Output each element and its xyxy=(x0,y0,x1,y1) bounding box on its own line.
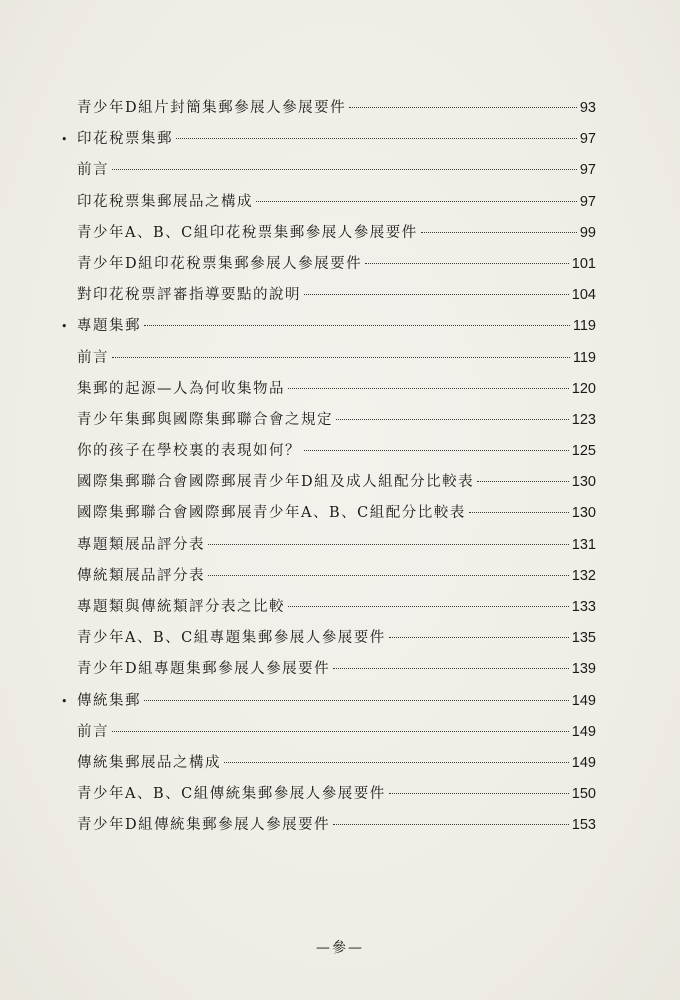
dot-leader xyxy=(256,201,577,202)
toc-entry-title: 傳統集郵展品之構成 xyxy=(77,754,221,771)
toc-entry-page-number: 120 xyxy=(571,380,596,397)
toc-entry-title: 傳統集郵 xyxy=(77,692,141,709)
toc-entry-title: 集郵的起源—人為何收集物品 xyxy=(77,380,285,397)
bullet-icon: • xyxy=(61,694,68,708)
toc-entry-title: 印花稅票集郵 xyxy=(77,131,173,148)
toc-entry-page-number: 149 xyxy=(571,723,596,740)
table-of-contents xyxy=(0,93,680,842)
toc-entry xyxy=(0,280,680,311)
dot-leader xyxy=(208,544,569,545)
dot-leader xyxy=(349,107,577,108)
toc-entry-title: 青少年D組片封簡集郵參展人參展要件 xyxy=(77,100,347,116)
toc-entry xyxy=(0,93,680,124)
dot-leader xyxy=(144,700,569,701)
dot-leader xyxy=(333,668,569,669)
dot-leader xyxy=(144,325,570,326)
toc-entry-title: 青少年D組專題集郵參展人參展要件 xyxy=(77,661,331,678)
toc-entry xyxy=(0,530,680,561)
toc-entry-page-number: 130 xyxy=(571,474,596,491)
toc-entry-page-number: 132 xyxy=(571,567,596,584)
dot-leader xyxy=(112,357,570,358)
toc-entry-title: 專題類與傳統類評分表之比較 xyxy=(77,599,285,615)
dot-leader xyxy=(469,512,569,513)
dot-leader xyxy=(477,481,569,482)
dot-leader xyxy=(304,294,569,295)
toc-entry xyxy=(0,187,680,218)
toc-entry-title: 青少年A、B、C組印花稅票集郵參展人參展要件 xyxy=(77,224,418,241)
dot-leader xyxy=(288,388,569,389)
toc-entry-page-number: 97 xyxy=(579,131,596,148)
toc-entry xyxy=(0,623,680,654)
toc-entry xyxy=(0,748,680,779)
toc-entry-title: 印花稅票集郵展品之構成 xyxy=(77,193,253,210)
toc-entry-title: 青少年A、B、C組傳統集郵參展人參展要件 xyxy=(77,786,386,803)
toc-entry xyxy=(0,779,680,810)
dot-leader xyxy=(389,637,569,638)
toc-section-entry xyxy=(0,686,680,717)
toc-entry xyxy=(0,218,680,249)
toc-entry-title: 前言 xyxy=(77,349,109,366)
bullet-icon: • xyxy=(61,320,68,334)
toc-entry xyxy=(0,717,680,748)
toc-entry xyxy=(0,498,680,529)
dot-leader xyxy=(336,419,569,420)
dot-leader xyxy=(112,169,577,170)
toc-entry-title: 前言 xyxy=(77,723,109,740)
toc-entry xyxy=(0,467,680,498)
toc-entry-title: 國際集郵聯合會國際郵展青少年A、B、C組配分比較表 xyxy=(77,505,466,522)
toc-entry-page-number: 149 xyxy=(571,754,596,771)
toc-entry-page-number: 99 xyxy=(579,224,596,241)
dot-leader xyxy=(224,762,569,763)
toc-entry xyxy=(0,249,680,280)
toc-entry xyxy=(0,654,680,685)
dot-leader xyxy=(333,824,569,825)
toc-entry-title: 專題集郵 xyxy=(77,318,141,335)
toc-entry-page-number: 97 xyxy=(579,162,596,179)
toc-entry xyxy=(0,561,680,592)
toc-entry-page-number: 93 xyxy=(579,100,596,116)
toc-entry-title: 青少年D組傳統集郵參展人參展要件 xyxy=(77,817,331,834)
bullet-icon: • xyxy=(61,133,68,147)
dot-leader xyxy=(176,138,577,139)
toc-entry-page-number: 101 xyxy=(571,255,596,272)
dot-leader xyxy=(208,575,569,576)
dot-leader xyxy=(421,232,577,233)
toc-entry-title: 青少年D組印花稅票集郵參展人參展要件 xyxy=(77,255,363,272)
toc-entry xyxy=(0,436,680,467)
toc-entry-page-number: 149 xyxy=(571,692,596,709)
toc-entry-page-number: 135 xyxy=(571,630,596,647)
toc-entry-title: 對印花稅票評審指導要點的說明 xyxy=(77,287,301,304)
toc-entry xyxy=(0,155,680,186)
toc-entry-page-number: 97 xyxy=(579,193,596,210)
toc-entry-title: 青少年集郵與國際集郵聯合會之規定 xyxy=(77,411,333,428)
toc-entry xyxy=(0,592,680,623)
toc-entry xyxy=(0,374,680,405)
toc-entry-page-number: 119 xyxy=(572,318,596,335)
dot-leader xyxy=(304,450,569,451)
toc-entry-title: 你的孩子在學校裏的表現如何？ xyxy=(77,443,301,460)
toc-entry-title: 傳統類展品評分表 xyxy=(77,567,205,584)
toc-entry-title: 青少年A、B、C組專題集郵參展人參展要件 xyxy=(77,630,386,647)
toc-entry-title: 專題類展品評分表 xyxy=(77,536,205,553)
toc-entry-page-number: 125 xyxy=(571,443,596,460)
toc-entry-page-number: 104 xyxy=(571,287,596,304)
toc-entry xyxy=(0,343,680,374)
toc-entry xyxy=(0,810,680,841)
toc-entry-page-number: 150 xyxy=(571,786,596,803)
toc-entry-page-number: 130 xyxy=(571,505,596,522)
toc-entry-page-number: 153 xyxy=(571,817,596,834)
dot-leader xyxy=(112,731,569,732)
toc-entry-page-number: 139 xyxy=(571,661,596,678)
toc-entry-page-number: 123 xyxy=(571,411,596,428)
toc-entry-page-number: 133 xyxy=(571,599,596,615)
dot-leader xyxy=(365,263,569,264)
page-folio: —參— xyxy=(316,940,364,956)
toc-section-entry xyxy=(0,311,680,342)
toc-entry-page-number: 119 xyxy=(572,349,596,366)
toc-entry xyxy=(0,405,680,436)
toc-entry-page-number: 131 xyxy=(571,536,596,553)
toc-entry-title: 前言 xyxy=(77,162,109,179)
dot-leader xyxy=(288,606,569,607)
dot-leader xyxy=(389,793,569,794)
toc-section-entry xyxy=(0,124,680,155)
toc-entry-title: 國際集郵聯合會國際郵展青少年D組及成人組配分比較表 xyxy=(77,474,475,491)
